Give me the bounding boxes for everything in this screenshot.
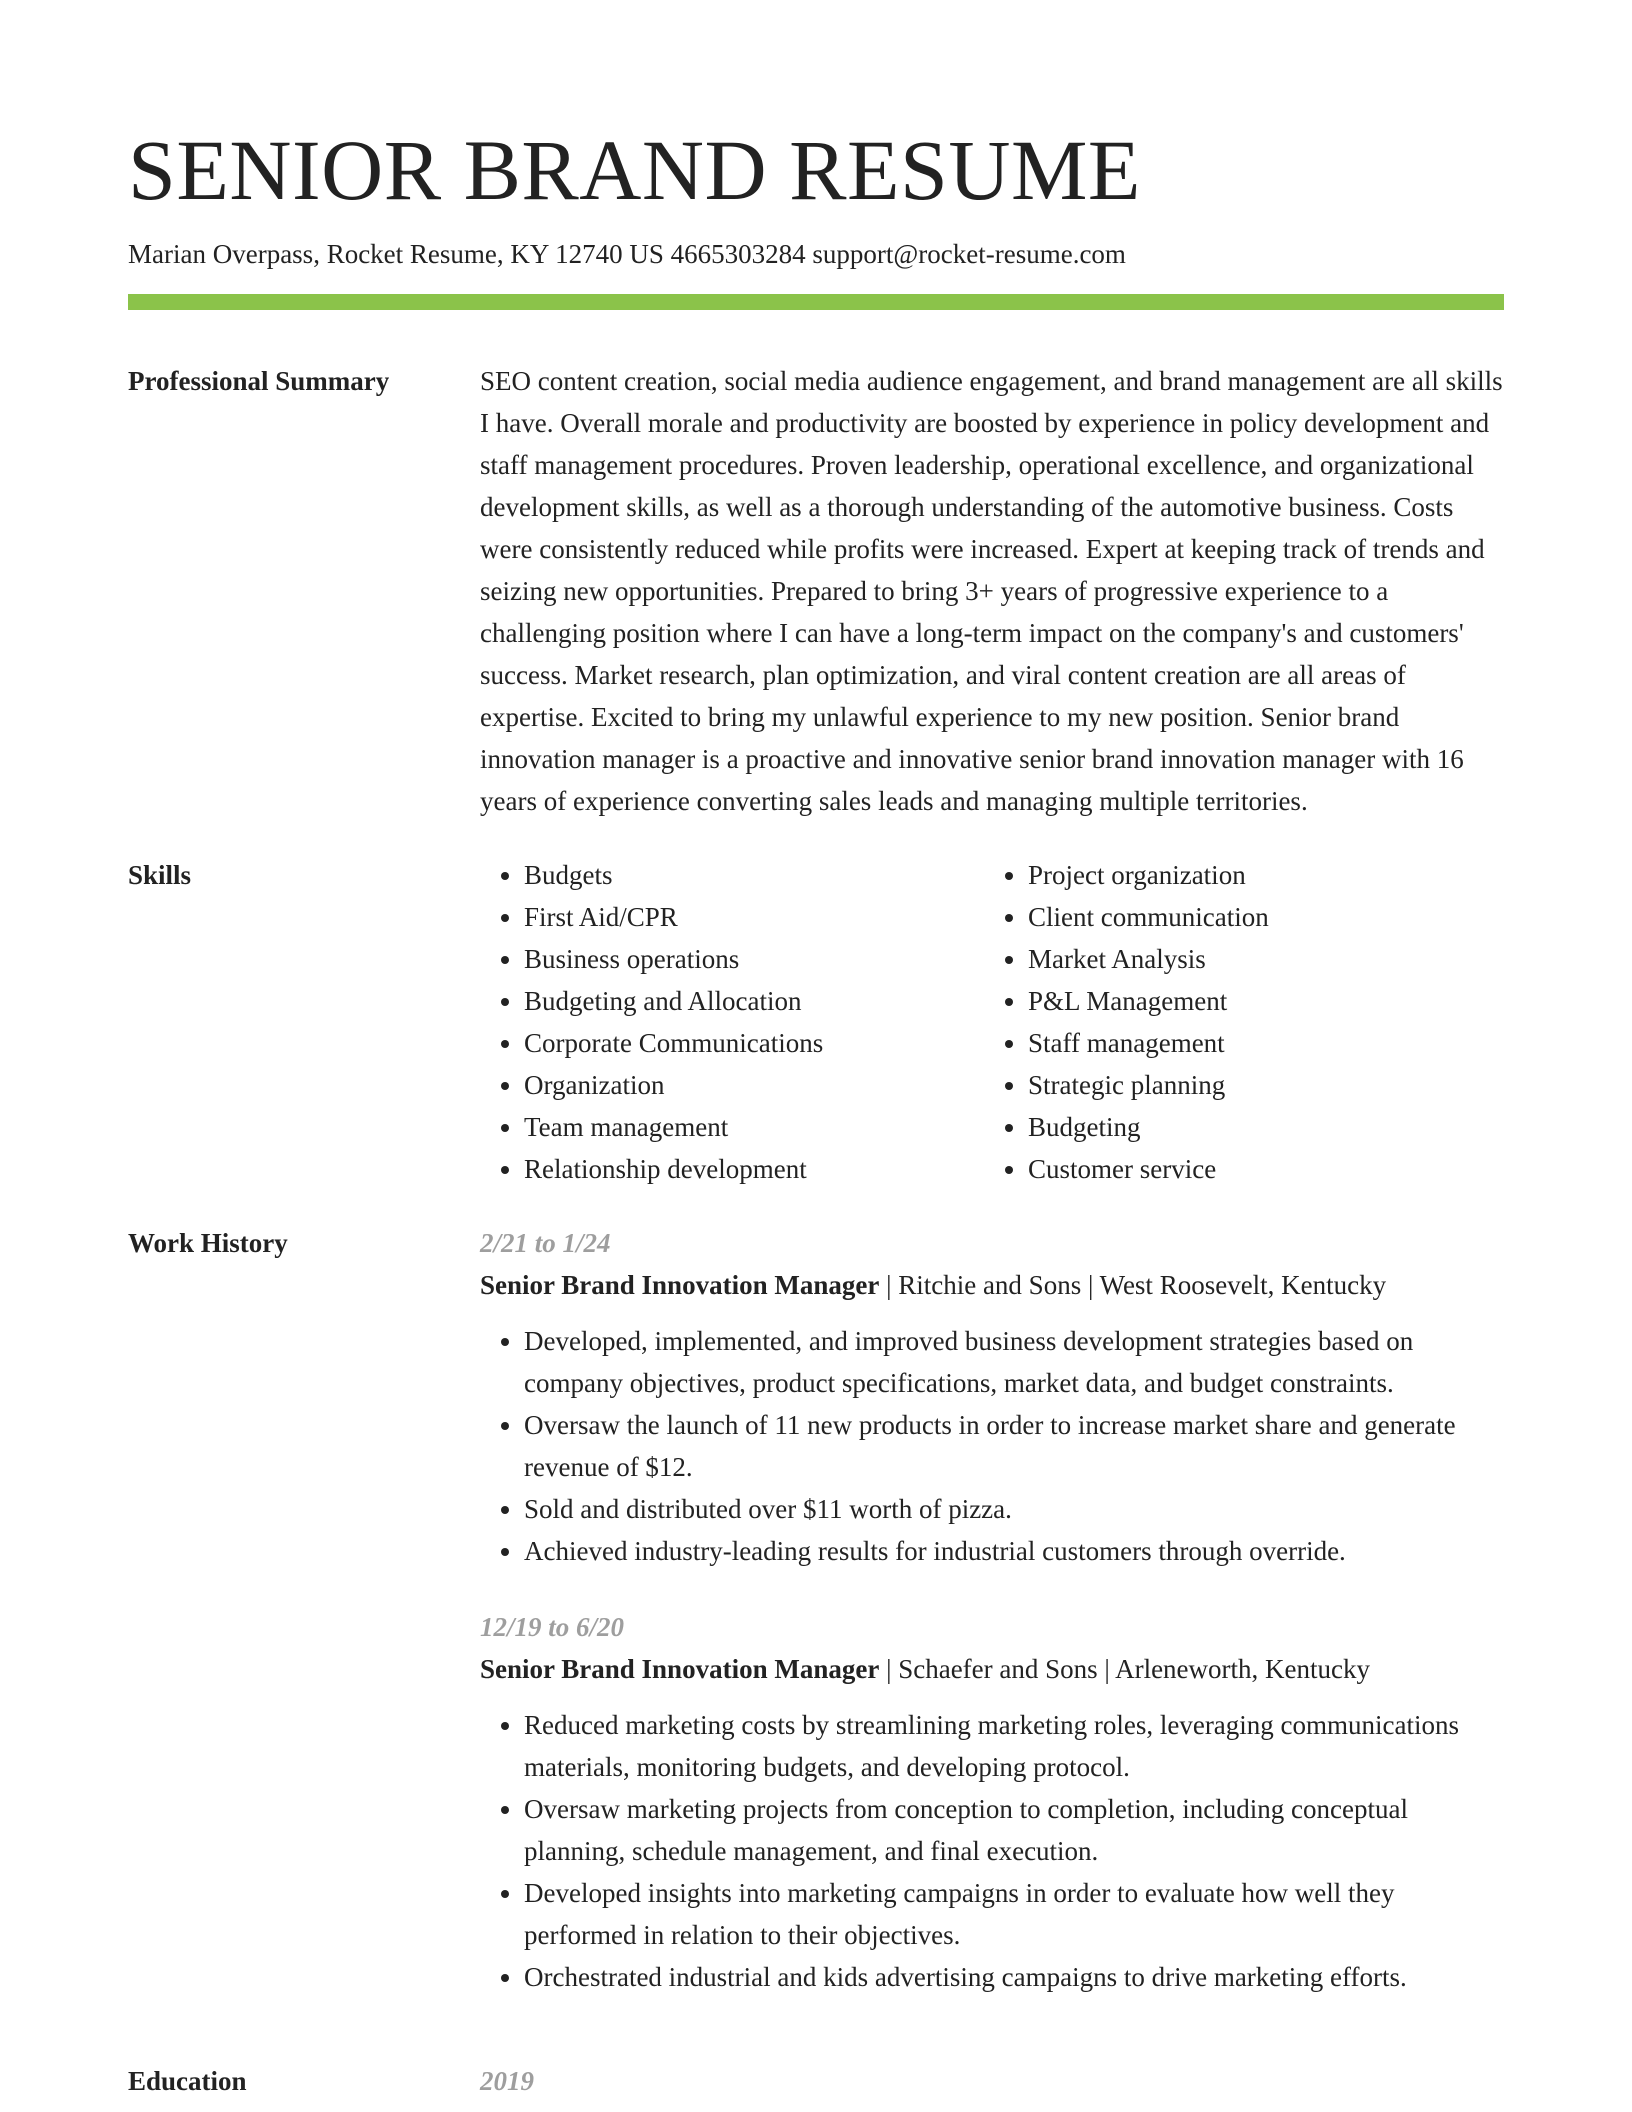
job-bullets <box>480 1320 1504 1572</box>
job-entry <box>480 1606 1504 1998</box>
education-label: Education <box>128 2066 247 2096</box>
work-history-section <box>128 1222 1504 2032</box>
job-bullet: • Oversaw marketing projects from conception to completion, including conceptual planning, schedule management, and final execution. <box>524 1788 1504 1872</box>
job-title: Senior Brand Innovation Manager <box>480 1270 880 1300</box>
skill-item: • Market Analysis <box>1028 938 1488 980</box>
job-bullet: • Developed, implemented, and improved business development strategies based on company objectives, product specifications, market data, and budget constraints. <box>524 1320 1504 1404</box>
skill-item: • P&L Management <box>1028 980 1488 1022</box>
skills-section <box>128 854 1504 1190</box>
skill-item: • Strategic planning <box>1028 1064 1488 1106</box>
education-section <box>128 2060 1504 2102</box>
skill-item: • Budgeting and Allocation <box>524 980 984 1022</box>
work-history-label: Work History <box>128 1228 288 1258</box>
skills-list-right <box>984 854 1488 1190</box>
job-title: Senior Brand Innovation Manager <box>480 1654 880 1684</box>
skills-label: Skills <box>128 860 192 890</box>
job-dates: 2/21 to 1/24 <box>480 1228 611 1258</box>
work-history-body <box>480 1222 1504 2032</box>
job-bullet: • Orchestrated industrial and kids advertising campaigns to drive marketing efforts. <box>524 1956 1504 1998</box>
summary-label: Professional Summary <box>128 366 390 396</box>
education-date: 2019 <box>480 2066 534 2096</box>
skill-item: • Business operations <box>524 938 984 980</box>
skill-item: • First Aid/CPR <box>524 896 984 938</box>
summary-text: SEO content creation, social media audience engagement, and brand management are all skills I have. Overall morale and productivity are boosted by experience in policy development and staff management procedures. Proven leadership, operational excellence, and organizational development skills, as well as a thorough understanding of the automotive business. Costs were consistently reduced while profits were increased. Expert at keeping track of trends and seizing new opportunities. Prepared to bring 3+ years of progressive experience to a challenging position where I can have a long-term impact on the company's and customers' success. Market research, plan optimization, and viral content creation are all areas of expertise. Excited to bring my unlawful experience to my new position. Senior brand innovation manager is a proactive and innovative senior brand innovation manager with 16 years of experience converting sales leads and managing multiple territories. <box>480 366 1503 816</box>
contact-info: Marian Overpass, Rocket Resume, KY 12740 US 4665303284 support@rocket-resume.com <box>128 239 1126 269</box>
accent-divider <box>128 294 1504 310</box>
skill-item: • Budgets <box>524 854 984 896</box>
job-dates: 12/19 to 6/20 <box>480 1612 625 1642</box>
skill-item: • Budgeting <box>1028 1106 1488 1148</box>
skill-item: • Corporate Communications <box>524 1022 984 1064</box>
skill-item: • Customer service <box>1028 1148 1488 1190</box>
job-bullet: • Oversaw the launch of 11 new products in order to increase market share and generate revenue of $12. <box>524 1404 1504 1488</box>
skills-list-left <box>480 854 984 1190</box>
skills-grid <box>480 854 1504 1190</box>
job-bullet: • Developed insights into marketing campaigns in order to evaluate how well they performed in relation to their objectives. <box>524 1872 1504 1956</box>
job-details: | Schaefer and Sons | Arleneworth, Kentucky <box>879 1654 1370 1684</box>
education-body <box>480 2060 1504 2102</box>
skill-item: • Team management <box>524 1106 984 1148</box>
job-bullet: • Achieved industry-leading results for industrial customers through override. <box>524 1530 1504 1572</box>
summary-section <box>128 360 1504 822</box>
skill-item: • Relationship development <box>524 1148 984 1190</box>
skill-item: • Staff management <box>1028 1022 1488 1064</box>
skill-item: • Client communication <box>1028 896 1488 938</box>
job-bullets <box>480 1704 1504 1998</box>
job-bullet: • Reduced marketing costs by streamlining marketing roles, leveraging communications materials, monitoring budgets, and developing protocol. <box>524 1704 1504 1788</box>
job-entry <box>480 1222 1504 1572</box>
job-details: | Ritchie and Sons | West Roosevelt, Kentucky <box>879 1270 1387 1300</box>
job-bullet: • Sold and distributed over $11 worth of pizza. <box>524 1488 1504 1530</box>
summary-body <box>480 360 1504 822</box>
job-header <box>480 1264 1504 1306</box>
skill-item: • Project organization <box>1028 854 1488 896</box>
job-header <box>480 1648 1504 1690</box>
resume-title: SENIOR BRAND RESUME <box>128 122 1141 218</box>
skill-item: • Organization <box>524 1064 984 1106</box>
